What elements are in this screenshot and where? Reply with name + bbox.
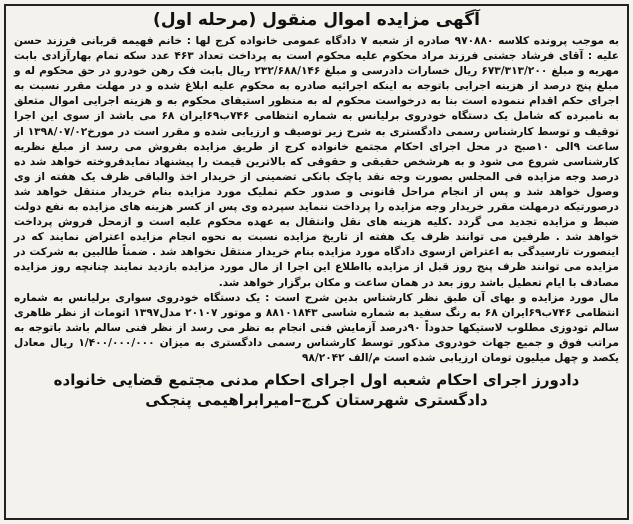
notice-content bbox=[8, 6, 625, 518]
signature-block bbox=[14, 370, 619, 410]
notice-paragraph-item: مال مورد مزایده و بهای آن طبق نظر کارشناس بدین شرح است : یک دستگاه خودروی سواری برلیانس به شماره انتظامی ۷۴۶ب۶۹ایران ۶۸ به رنگ سفید به شماره شاسی ۸۸۱۰۱۸۴۳ و موتور ۲۰۱۰۷ مدل۱۳۹۷ اتومات از نظر ظاهری سالم تودوزی مطلوب لاستیکها حدوداً ۹۰درصد آزمایش فنی انجام به نظر می رسد از نظر فنی سالم باشد باتوجه به مراتب فوق و جمیع جهات خودروی مذکور توسط کارشناس رسمی دادگستری به میزان ۱/۴۰۰/۰۰۰/۰۰۰ ریال معادل یکصد و چهل میلیون تومان ارزیابی شده است م/الف ۹۸/۲۰۴۲ bbox=[14, 291, 620, 364]
notice-body bbox=[14, 34, 619, 366]
notice-title: آگهی مزایده اموال منقول (مرحله اول) bbox=[153, 10, 480, 30]
notice-paragraph-main: به موجب پرونده کلاسه ۹۷۰۸۸۰ صادره از شعبه ۷ دادگاه عمومی خانواده کرج لها : خانم فهیمه قربانی فرزند حسن علیه : آقای فرشاد جشنی فرزند مراد محکوم علیه محکوم است به پرداخت تعداد ۴۶۳ عدد سکه تمام بهارآزادی بابت مهریه و مبلغ ۶۷۳/۳۱۳/۲۰۰ ریال خسارات دادرسی و مبلغ ۲۳۲/۶۸۸/۱۴۶ ریال بابت فک رهن خودرو در حق محکوم له و مبلغ پنج درصد از هزینه اجرایی باتوجه به اینکه اجرائیه صادره به محکوم علیه ابلاغ شده و در مهلت مقرر نسبت به اجرای حکم اقدام ننموده است بنا به درخواست محکوم له به منظور استیفای محکوم به و هزینه اجرایی اموال متعلق به نامبرده که شامل یک دستگاه خودروی برلیانس به شماره انتظامی ۷۴۶ب۶۹ایران ۶۸ می باشد از سوی این اجرا توقیف و توسط کارشناس رسمی دادگستری به شرح زیر توصیف و ارزیابی شده و مقرر است در مورخ۱۳۹۸/۰۷/۰۲ از ساعت ۹الی ۱۰صبح در محل اجرای احکام مجتمع خانواده کرج از طریق مزایده بفروش می رسد از مبلغ نظریه کارشناسی شروع می شود و به هرشخص حقیقی و حقوقی که بالاترین قیمت را پیشنهاد نمایدفروخته خواهد شد ده درصد وجه مزایده فی المجلس بصورت وجه نقد یاچک بانکی تضمینی از خریدار اخذ والباقی ظرف یک هفته از وی وصول خواهد شد و پس از انجام مراحل قانونی و صدور حکم تملیک مورد مزایده بنام خریدار منتقل خواهد شد درصورتیکه درمهلت مقرر خریدار وجه مزایده را پرداخت ننماید سپرده وی پس از کسر هزینه های مزایده به نفع دولت ضبط و مزایده تجدید می گردد .کلیه هزینه های نقل وانتقال به عهده محکوم علیه است و ازمحل فروش پرداخت خواهد شد . طرفین می توانند ظرف یک هفته از تاریخ مزایده نسبت به نحوه انجام مزایده اعتراض نمایند که در اینصورت تارسیدگی به اعتراض ازسوی دادگاه مورد مزایده بنام خریدار منتقل نخواهد شد . ضمناً طالبین به شرکت در مزایده می توانند ظرف پنج روز قبل از مزایده بااطلاع این اجرا از مال مورد مزایده بازدید نمایند چنانچه روز مزایده مصادف با ایام تعطیل باشد روز بعد در همان ساعت و مکان برگزار خواهد شد. bbox=[14, 35, 619, 289]
signature-line-1: دادورز اجرای احکام شعبه اول اجرای احکام مدنی مجتمع قضایی خانواده bbox=[53, 371, 580, 390]
signature-line-2: دادگستری شهرستان کرج–امیرابراهیمی پنجکی bbox=[145, 391, 488, 410]
